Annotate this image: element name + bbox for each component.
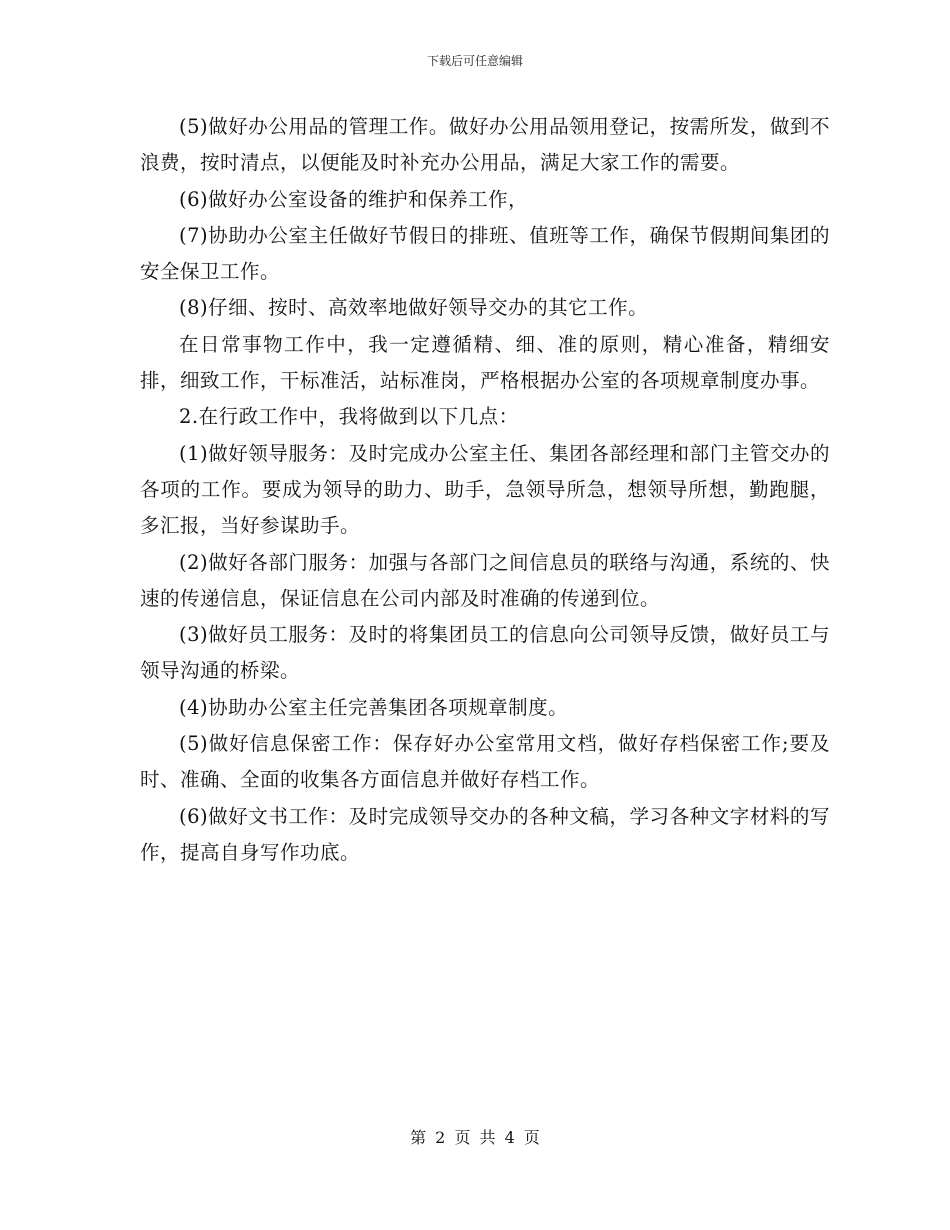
paragraph-leader-service: (1)做好领导服务：及时完成办公室主任、集团各部经理和部门主管交办的各项的工作。要成为领导的助力、助手，急领导所急，想领导所想，勤跑腿，多汇报，当好参谋助手。 — [140, 441, 830, 538]
paragraph-holiday-duty: (7)协助办公室主任做好节假日的排班、值班等工作，确保节假期间集团的安全保卫工作。 — [140, 223, 830, 284]
paragraph-clerical-work: (6)做好文书工作：及时完成领导交办的各种文稿，学习各种文字材料的写作，提高自身写作功底。 — [140, 804, 830, 864]
page-number: 第 2 页 共 4 页 — [410, 1128, 540, 1147]
document-body — [140, 109, 830, 871]
paragraph-regulations: (4)协助办公室主任完善集团各项规章制度。 — [179, 695, 569, 719]
paragraph-other-tasks: (8)仔细、按时、高效率地做好领导交办的其它工作。 — [179, 296, 649, 320]
page-header: 下载后可任意编辑 — [426, 54, 523, 68]
paragraph-equipment-maintenance: (6)做好办公室设备的维护和保养工作， — [179, 187, 529, 211]
paragraph-confidentiality: (5)做好信息保密工作：保存好办公室常用文档，做好存档保密工作;要及时、准确、全面的收集各方面信息并做好存档工作。 — [140, 732, 830, 792]
paragraph-admin-heading: 2.在行政工作中，我将做到以下几点： — [179, 405, 519, 429]
paragraph-office-supplies: (5)做好办公用品的管理工作。做好办公用品领用登记，按需所发，做到不浪费，按时清点，以便能及时补充办公用品，满足大家工作的需要。 — [140, 115, 830, 175]
paragraph-department-service: (2)做好各部门服务：加强与各部门之间信息员的联络与沟通，系统的、快速的传递信息，保证信息在公司内部及时准确的传递到位。 — [140, 550, 830, 610]
paragraph-staff-service: (3)做好员工服务：及时的将集团员工的信息向公司领导反馈，做好员工与领导沟通的桥梁。 — [140, 623, 830, 683]
paragraph-daily-principles: 在日常事物工作中，我一定遵循精、细、准的原则，精心准备，精细安排，细致工作，干标准活，站标准岗，严格根据办公室的各项规章制度办事。 — [140, 332, 830, 393]
